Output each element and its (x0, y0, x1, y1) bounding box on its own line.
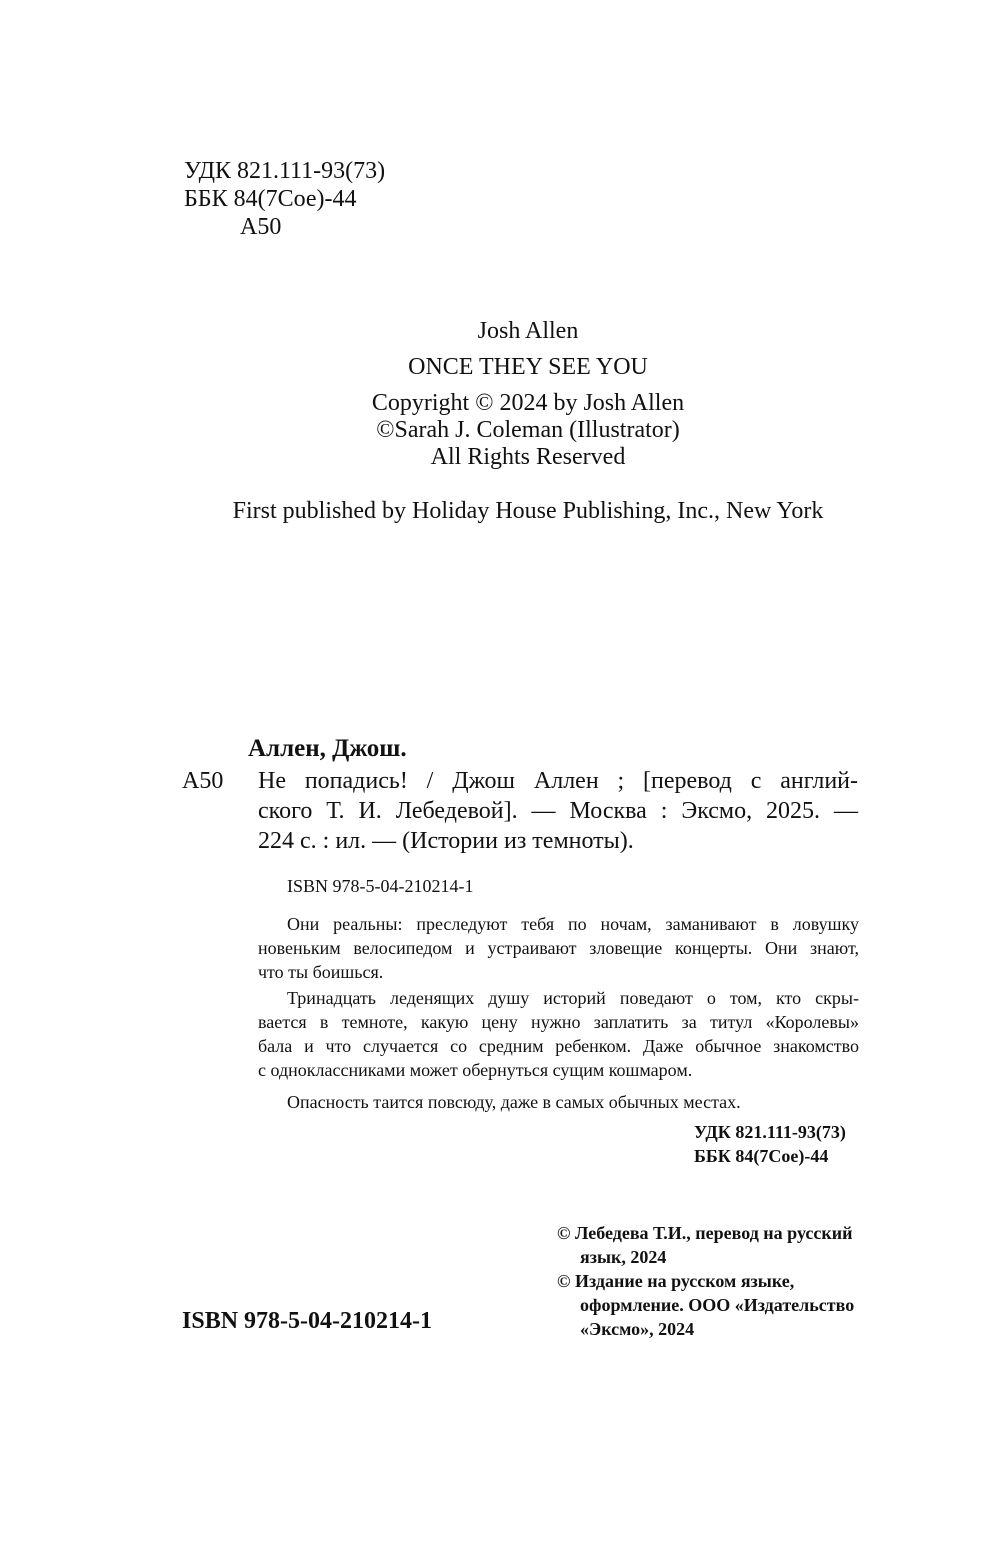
annotation-p3: Опасность таится повсюду, даже в самых обычных местах. (287, 1092, 741, 1112)
copyright-translator-line-1: © Лебедева Т.И., перевод на русский (557, 1223, 853, 1243)
first-published-line: First published by Holiday House Publishing, Inc., New York (232, 498, 824, 524)
catalog-heading: Аллен, Джош. (248, 735, 407, 762)
rights-line: All Rights Reserved (430, 444, 626, 470)
copyright-edition-line-2: оформление. ООО «Издательство (580, 1295, 855, 1315)
copyright-edition-line-1: © Издание на русском языке, (557, 1271, 795, 1291)
annotation-p2-line-4: с одноклассниками может обернуться сущим кошмаром. (258, 1060, 693, 1080)
main-isbn: ISBN 978-5-04-210214-1 (182, 1308, 432, 1334)
copyright-line: Copyright © 2024 by Josh Allen (371, 390, 685, 416)
annotation-p2-line-1: Тринадцать леденящих душу историй поведают о том, кто скры- (287, 988, 859, 1008)
original-author: Josh Allen (477, 318, 579, 344)
annotation-p2-line-3: бала и что случается со средним ребенком. Даже обычное знакомство (258, 1036, 859, 1056)
bottom-bbk-index: ББК 84(7Сое)-44 (694, 1146, 829, 1166)
catalog-isbn: ISBN 978-5-04-210214-1 (287, 876, 474, 896)
copyright-translator-line-2: язык, 2024 (580, 1247, 667, 1267)
udk-index: УДК 821.111-93(73) (184, 158, 386, 184)
copyright-edition-line-3: «Эксмо», 2024 (580, 1319, 695, 1339)
original-title: ONCE THEY SEE YOU (408, 354, 648, 380)
illustrator-line: ©Sarah J. Coleman (Illustrator) (376, 417, 680, 443)
catalog-line-1: Не попадись! / Джош Аллен ; [перевод с англий- (258, 768, 858, 794)
annotation-p1-line-1: Они реальны: преследуют тебя по ночам, заманивают в ловушку (287, 914, 859, 934)
catalog-line-3: 224 с. : ил. — (Истории из темноты). (258, 828, 634, 854)
bottom-udk-index: УДК 821.111-93(73) (694, 1122, 846, 1142)
catalog-line-2: ского Т. И. Лебедевой]. — Москва : Эксмо, 2025. — (258, 798, 858, 824)
annotation-p2-line-2: вается в темноте, какую цену нужно заплатить за титул «Королевы» (258, 1012, 859, 1032)
annotation-p1-line-3: что ты боишься. (258, 962, 384, 982)
author-sign: А50 (240, 214, 282, 240)
bbk-index: ББК 84(7Сое)-44 (184, 186, 357, 212)
catalog-sign: А50 (182, 768, 224, 794)
annotation-p1-line-2: новеньким велосипедом и устраивают зловещие концерты. Они знают, (258, 938, 859, 958)
